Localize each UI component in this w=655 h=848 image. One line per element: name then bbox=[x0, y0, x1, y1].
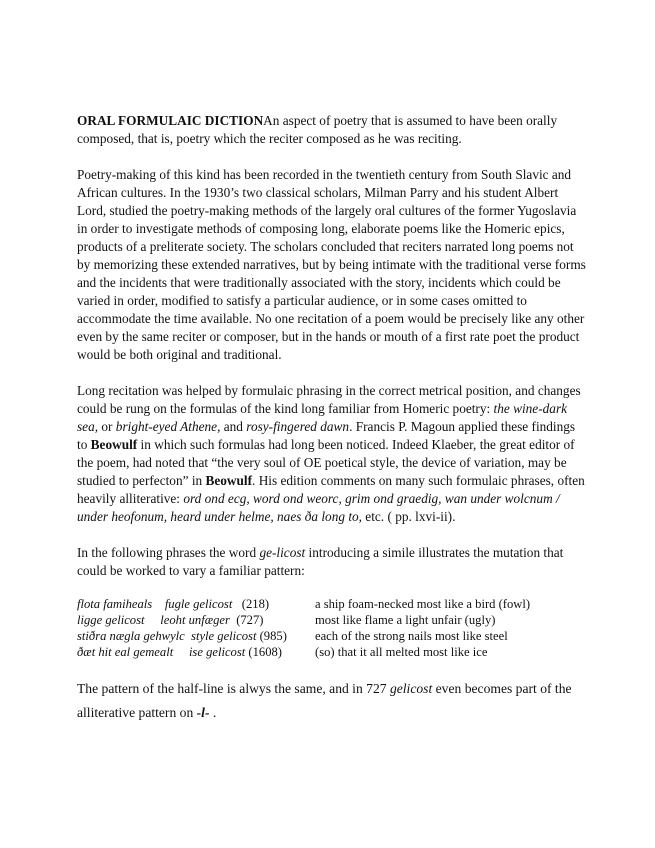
text-run: introducing a simile illustrates the mutation that could be worked to vary a familiar pattern: bbox=[77, 545, 564, 578]
document-page bbox=[77, 112, 587, 725]
line-number: (727) bbox=[236, 613, 264, 627]
old-english-cell bbox=[77, 596, 309, 612]
text-run: even becomes part of the alliterative pattern on bbox=[77, 681, 572, 720]
oe-half-line-a: flota famiheals bbox=[77, 597, 153, 611]
gloss-cell: a ship foam-necked most like a bird (fowl) bbox=[315, 597, 531, 611]
beowulf-title: Beowulf bbox=[205, 473, 253, 488]
text-run: etc. ( pp. lxvi-ii). bbox=[361, 509, 456, 524]
oe-half-line-a: ðæt hit eal gemealt bbox=[77, 645, 174, 659]
conclusion-paragraph bbox=[77, 677, 587, 725]
history-paragraph: Poetry-making of this kind has been recorded in the twentieth century from South Slavic and African cultures. In the 1930’s two classical scholars, Milman Parry and his student Albert Lord, studied the poetry-making methods of the largely oral cultures of the former Yugoslavia in order to investigate methods of composing long, elaborate poems like the Homeric epics, products of a preliterate society. The scholars concluded that reciters narrated long poems not by memorizing these extended narratives, but by being intimate with the traditional verse forms and the incidents that were traditionally associated with the story, incidents which could be varied in order, modified to satisfy a particular audience, or in some cases omitted to accommodate the time available. No one recitation of a poem would be precisely like any other even by the same reciter or composer, but in the hands or mouth of a first rate poet the product would be both original and traditional. bbox=[77, 167, 586, 362]
old-english-cell bbox=[77, 612, 309, 628]
examples-table bbox=[77, 596, 547, 660]
gloss-cell: each of the strong nails most like steel bbox=[315, 629, 508, 643]
entry-intro: An aspect of poetry that is assumed to have been orally composed, that is, poetry which the reciter composed as he was reciting. bbox=[77, 113, 558, 146]
gloss-cell: (so) that it all melted most like ice bbox=[315, 645, 488, 659]
beowulf-title: Beowulf bbox=[90, 437, 138, 452]
text-run: and bbox=[220, 419, 247, 434]
text-run: or bbox=[98, 419, 116, 434]
formula-paragraph bbox=[77, 382, 587, 526]
oe-half-line-a: ligge gelicost bbox=[77, 613, 145, 627]
definition-paragraph bbox=[77, 112, 587, 148]
homeric-formula: bright-eyed Athene, bbox=[115, 419, 221, 434]
homeric-formula: rosy-fingered dawn bbox=[246, 419, 350, 434]
oe-half-line-b: fugle gelicost bbox=[164, 597, 233, 611]
oe-half-line-a: stiðra nægla gehwylc bbox=[77, 629, 185, 643]
old-english-cell bbox=[77, 628, 309, 644]
key-word: gelicost bbox=[389, 681, 433, 696]
example-row bbox=[77, 596, 547, 612]
old-english-phrases: ord ond ecg, word ond weorc, grim ond graedig, wan under wolcnum / under heofonum, heard under helme, naes ða long to, bbox=[77, 491, 560, 524]
key-word: ge-licost bbox=[259, 545, 306, 560]
oe-half-line-b: style gelicost bbox=[191, 629, 257, 643]
alliterating-letter: -l- bbox=[196, 705, 210, 720]
old-english-cell bbox=[77, 644, 309, 660]
homeric-formula: the wine-dark sea, bbox=[77, 401, 568, 434]
text-run: The pattern of the half-line is alwys the same, and in 727 bbox=[77, 681, 390, 696]
text-run: . bbox=[209, 705, 217, 720]
entry-heading: ORAL FORMULAIC DICTION bbox=[77, 113, 264, 128]
example-row bbox=[77, 612, 547, 628]
text-run: . Francis P. Magoun applied these findings to bbox=[77, 419, 576, 452]
oe-half-line-b: leoht unfæger bbox=[160, 613, 230, 627]
text-run: Long recitation was helped by formulaic phrasing in the correct metrical position, and changes could be rung on the formulas of the kind long familiar from Homeric poetry: bbox=[77, 383, 581, 416]
gloss-cell: most like flame a light unfair (ugly) bbox=[315, 613, 496, 627]
example-row bbox=[77, 628, 547, 644]
line-number: (985) bbox=[259, 629, 287, 643]
example-row bbox=[77, 644, 547, 660]
text-run: In the following phrases the word bbox=[77, 545, 260, 560]
simile-paragraph bbox=[77, 544, 587, 580]
text-run: in which such formulas had long been noticed. Indeed Klaeber, the great editor of the poem, had noted that “the very soul of OE poetical style, the device of variation, may be studied to perfecton” in bbox=[77, 437, 575, 488]
text-run: . His edition comments on many such formulaic phrases, often heavily alliterative: bbox=[77, 473, 585, 506]
line-number: (1608) bbox=[248, 645, 282, 659]
line-number: (218) bbox=[241, 597, 270, 611]
oe-half-line-b: ise gelicost bbox=[188, 645, 246, 659]
